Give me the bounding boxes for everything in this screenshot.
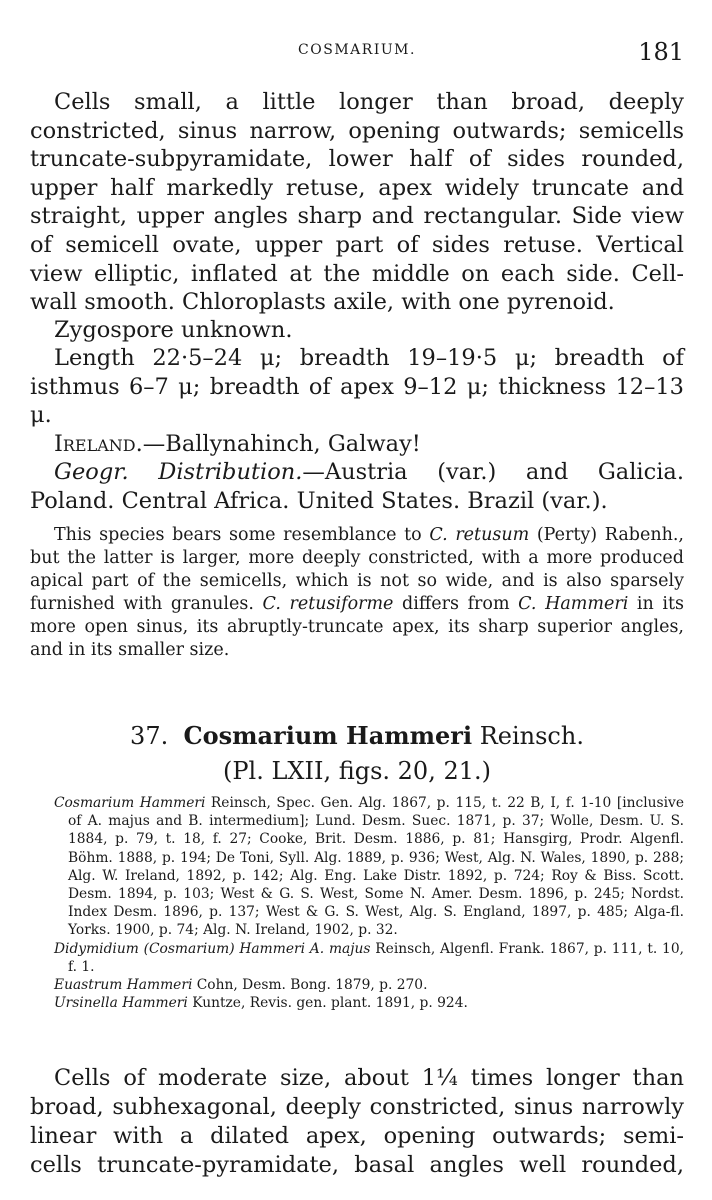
measurements: Length 22·5–24 μ; breadth 19–19·5 μ; breadth of isthmus 6–7 μ; breadth of apex 9–12 μ; thickness 12–13 μ. bbox=[30, 345, 684, 429]
synonymy-entry: Cosmarium Hammeri Reinsch, Spec. Gen. Alg. 1867, p. 115, t. 22 B, I, f. 1-10 [inclusive of A. majus and B. intermedium]; Lund. Desm. Suec. 1871, p. 37; Wolle, Desm. U. S. 1884, p. 79, t. 18, f. 27; Cooke, Brit. Desm. 1886, p. 81; Hansgirg, Prodr. Algenfl. Böhm. 1888, p. 194; De Toni, Syll. Alg. 1889, p. 936; West, Alg. N. Wales, 1890, p. 288; Alg. W. Ireland, 1892, p. 142; Alg. Eng. Lake Distr. 1892, p. 724; Roy & Biss. Scott. Desm. 1894, p. 103; West & G. S. West, Some N. Amer. Desm. 1896, p. 245; Nordst. Index Desm. 1896, p. 137; West & G. S. West, Alg. S. England, 1897, p. 485; Alga-fl. Yorks. 1900, p. 74; Alg. N. Ireland, 1902, p. 32. bbox=[54, 795, 684, 939]
plate-reference: (Pl. LXII, figs. 20, 21.) bbox=[223, 757, 491, 785]
zygospore-line: Zygospore unknown. bbox=[54, 317, 293, 343]
synonymy-list bbox=[54, 794, 684, 1012]
synonymy-entry: Didymidium (Cosmarium) Hammeri A. majus Reinsch, Algenfl. Frank. 1867, p. 111, t. 10, f. 1. bbox=[54, 940, 684, 975]
species-author: Reinsch. bbox=[479, 722, 584, 750]
species-name: Cosmarium Hammeri bbox=[183, 721, 473, 750]
geographic-distribution bbox=[30, 458, 684, 515]
ireland-text: —Ballynahinch, Galway! bbox=[142, 431, 421, 457]
taxon-c-retusiforme: C. retusiforme bbox=[262, 594, 394, 615]
species-description bbox=[30, 88, 684, 317]
running-head: COSMARIUM. bbox=[298, 42, 416, 58]
description-text: Cells small, a little longer than broad, deeply constricted, sinus narrow, opening outwards; semicells truncate-subpyramidate, lower half of sides rounded, upper half markedly retuse, apex widely truncate and straight, upper angles sharp and rectangular. Side view of semicell ovate, upper part of sides retuse. Vertical view elliptic, inflated at the middle on each side. Cell-wall smooth. Chloroplasts axile, with one pyrenoid. bbox=[30, 89, 684, 316]
species-number: 37. bbox=[130, 722, 169, 750]
species-description-continued: Cells of moderate size, about 1¼ times longer than broad, subhexagonal, deeply constricted, sinus narrowly linear with a dilated apex, opening outwards; semi- cells truncate-pyramidate, basal angles well rounded, bbox=[30, 1065, 684, 1178]
comparative-note: This species bears some resemblance to C. retusum (Perty) Rabenh., but the latter is larger, more deeply constricted, with a more produced apical part of the semicells, which is not so wide, and is also sparsely furnished with granules. C. retusiforme differs from C. Hammeri in its more open sinus, its abruptly-truncate apex, its sharp superior angles, and in its smaller size. bbox=[30, 525, 684, 661]
synonymy-entry: Ursinella Hammeri Kuntze, Revis. gen. plant. 1891, p. 924. bbox=[54, 995, 468, 1012]
taxon-c-hammeri: C. Hammeri bbox=[518, 594, 629, 615]
distribution-text: —Austria (var.) and Galicia. Poland. Central Africa. United States. Brazil (var.). bbox=[30, 459, 684, 514]
page-number: 181 bbox=[638, 38, 684, 66]
page-header bbox=[30, 38, 684, 68]
distribution-label: Geogr. Distribution. bbox=[54, 459, 303, 485]
species-heading bbox=[30, 720, 684, 752]
taxon-c-retusum: C. retusum bbox=[429, 525, 530, 545]
synonymy-entry: Euastrum Hammeri Cohn, Desm. Bong. 1879, p. 270. bbox=[54, 977, 428, 994]
ireland-label: Ireland. bbox=[54, 431, 143, 457]
ireland-locality bbox=[30, 430, 684, 459]
